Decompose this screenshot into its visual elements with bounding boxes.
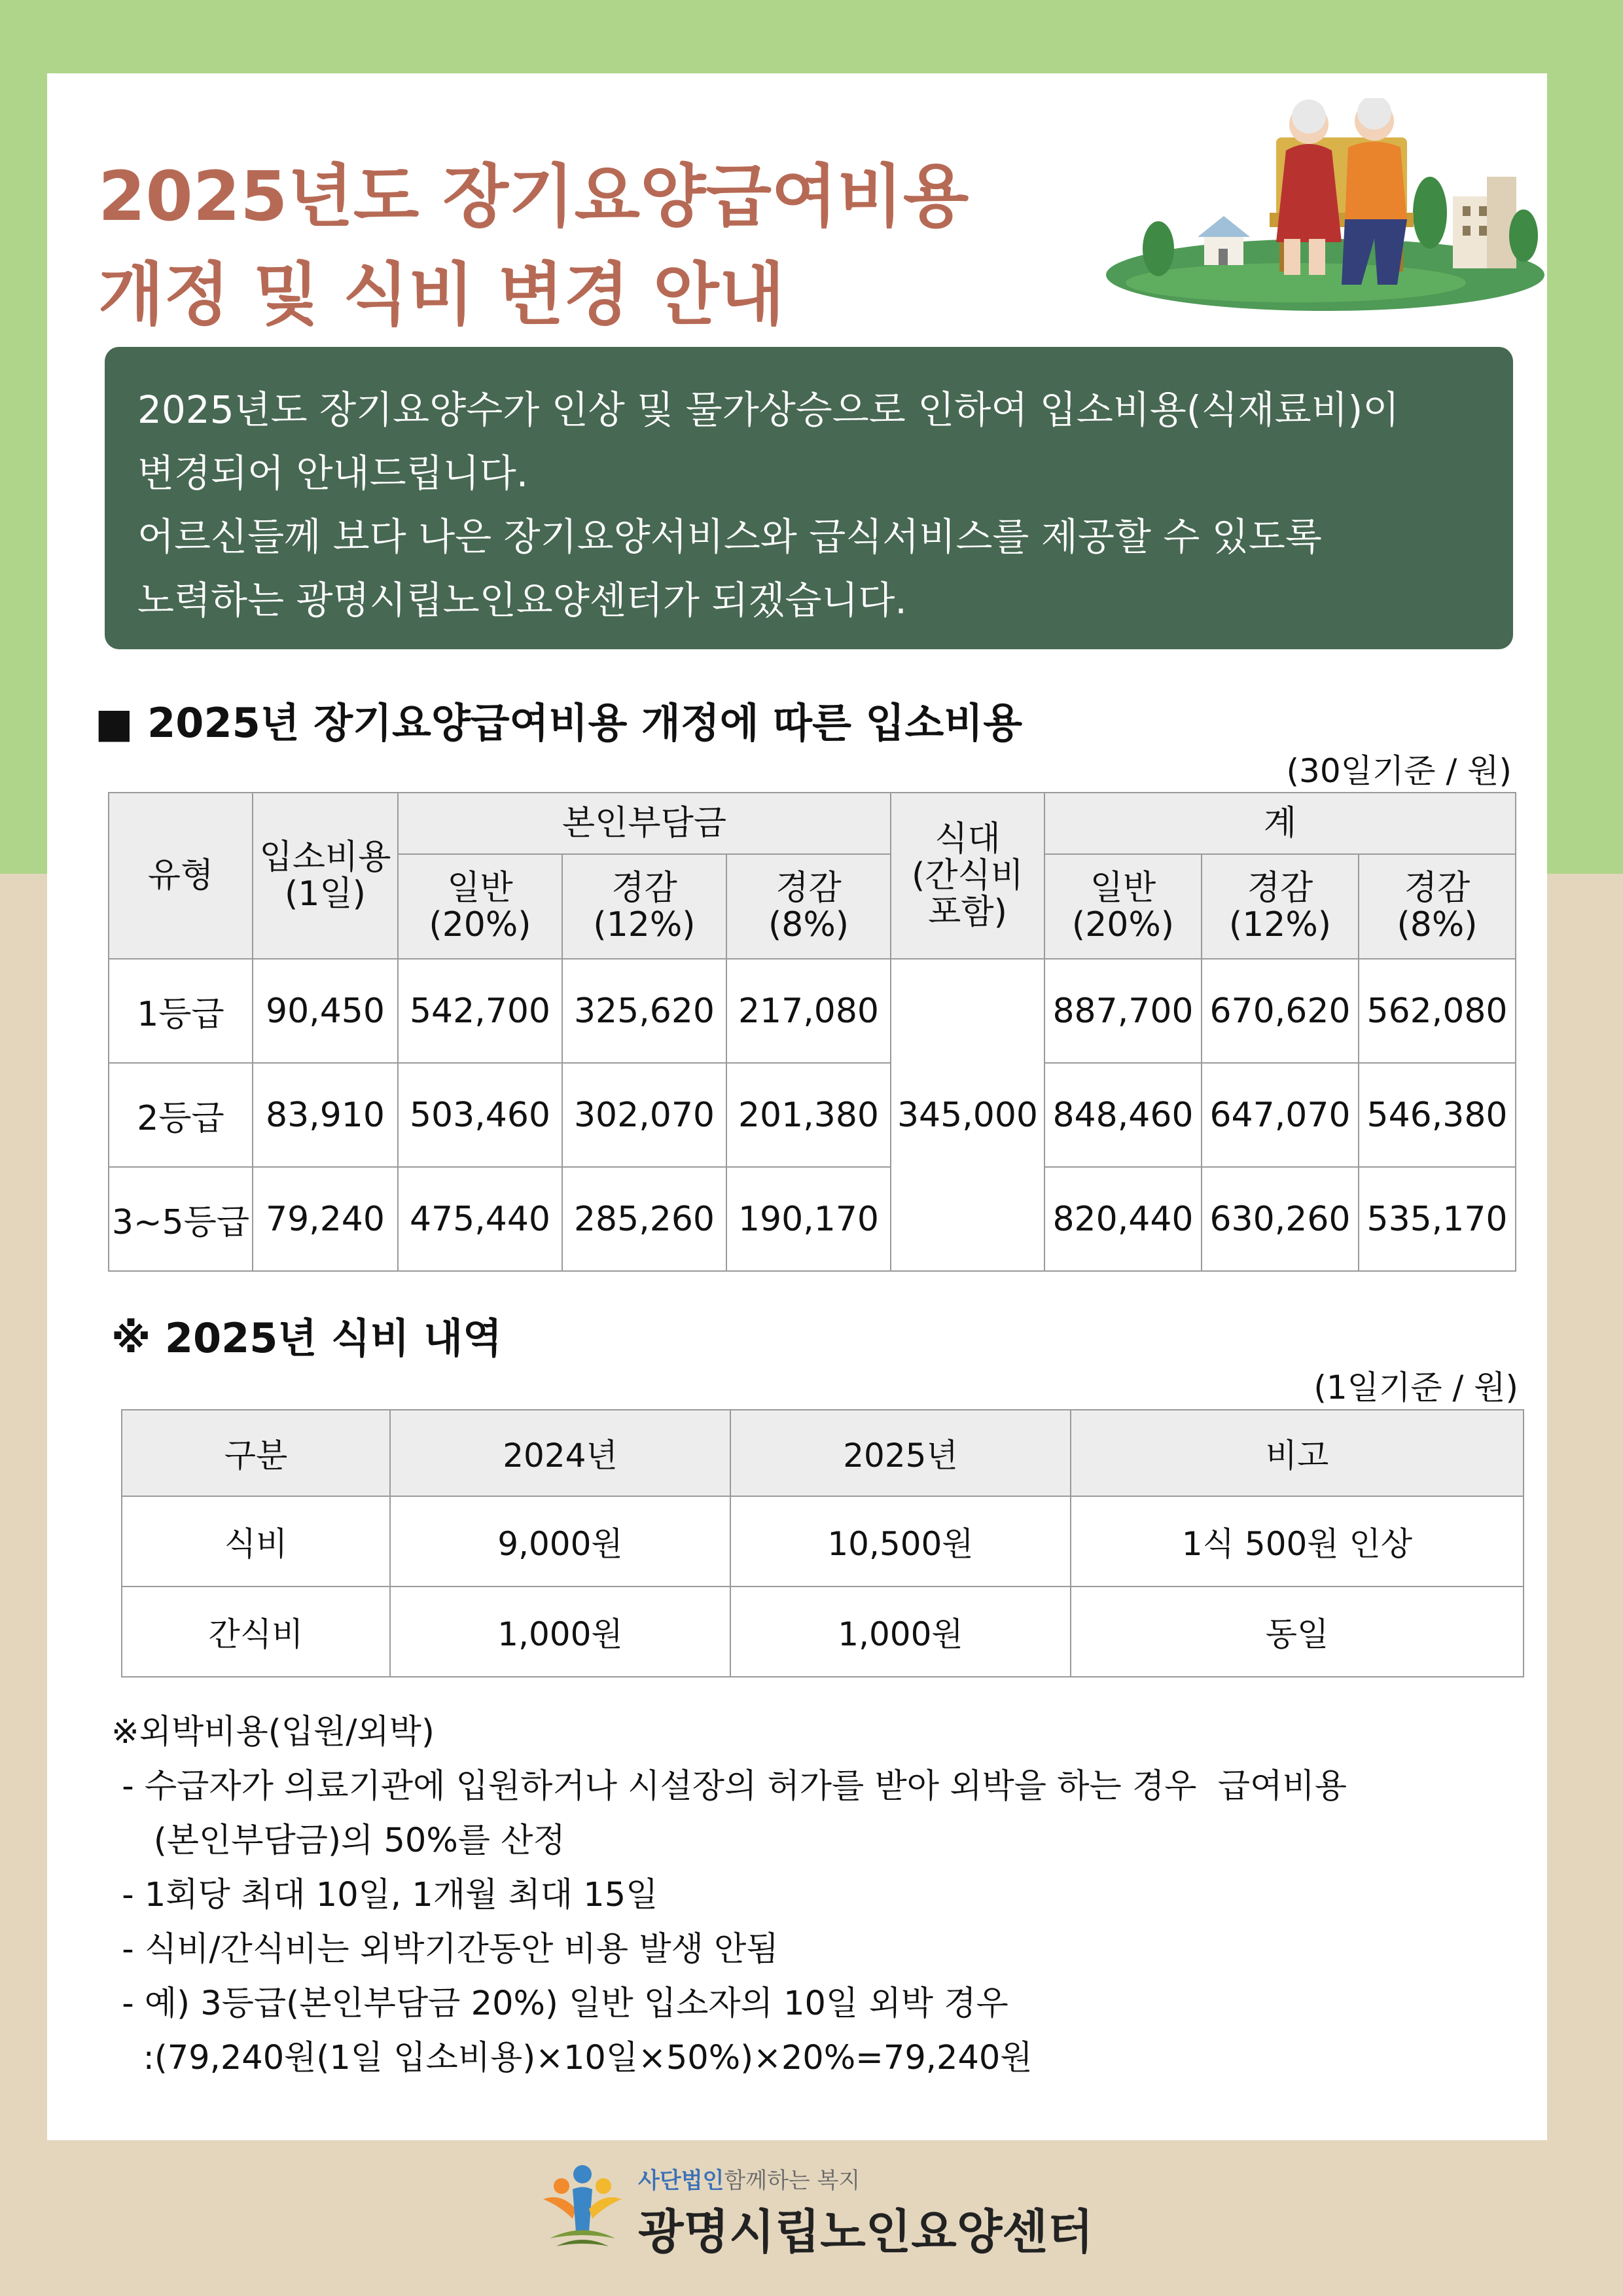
header-meal-line: (간식비 [912,856,1024,895]
cell-copay-12: 285,260 [562,1167,726,1271]
meal-cost-table [121,1409,1524,1677]
intro-line: 변경되어 안내드립니다. [137,451,529,495]
cell-total-20: 887,700 [1044,959,1202,1063]
cell-2025: 1,000원 [730,1587,1071,1677]
header-category: 구분 [122,1410,390,1496]
header-daily-line: 입소비용 [259,838,391,877]
notes-line: - 수급자가 의료기관에 입원하거나 시설장의 허가를 받아 외박을 하는 경우 급여비용 [111,1767,1347,1806]
cell-copay-8: 190,170 [726,1167,891,1271]
notes-line: - 식비/간식비는 외박기간동안 비용 발생 안됨 [111,1930,779,1969]
cell-total-20: 848,460 [1044,1063,1202,1167]
header-meal-line: 식대 [935,819,1001,859]
header-copay-20 [398,854,562,959]
notes-title: ※외박비용(입원/외박) [111,1713,435,1751]
header-total: 계 [1044,793,1516,854]
cell-category: 식비 [122,1496,390,1587]
cell-copay-12: 325,620 [562,959,726,1063]
cell-grade: 1등급 [109,959,253,1063]
table-row [122,1587,1524,1677]
logo-slogan: 함께하는 복지 [724,2168,861,2194]
cell-copay-8: 201,380 [726,1063,891,1167]
unit-label-1day: (1일기준 / 원) [1313,1369,1518,1407]
header-type: 유형 [109,793,253,959]
intro-line: 어르신들께 보다 나은 장기요양서비스와 급식서비스를 제공할 수 있도록 [137,514,1322,559]
subheader-line: (20%) [429,905,531,944]
intro-line: 노력하는 광명시립노인요양센터가 되겠습니다. [137,578,907,622]
table-row [122,1496,1524,1587]
header-meal-line: 포함) [928,893,1007,932]
header-daily-line: (1일) [285,874,366,914]
cell-remark: 1식 500원 인상 [1071,1496,1524,1587]
center-logo [537,2160,1099,2265]
logo-subtitle [638,2162,860,2195]
cell-copay-12: 302,070 [562,1063,726,1167]
cell-2024: 1,000원 [390,1587,730,1677]
subheader-line: 경감 [776,869,842,908]
header-copay-8 [726,854,891,959]
cell-copay-20: 475,440 [398,1167,562,1271]
table-row [109,1063,1516,1167]
subheader-line: (12%) [1228,905,1332,944]
notes-line: :(79,240원(1일 입소비용)×10일×50%)×20%=79,240원 [111,2039,1033,2077]
cell-total-20: 820,440 [1044,1167,1202,1271]
subheader-line: (8%) [768,905,849,944]
notes-line: - 예) 3등급(본인부담금 20%) 일반 입소자의 10일 외박 경우 [111,1984,1008,2023]
subheader-line: (20%) [1071,905,1175,944]
logo-center-name: 광명시립노인요양센터 [638,2204,1094,2259]
cell-total-12: 647,070 [1202,1063,1359,1167]
logo-org-type: 사단법인 [638,2168,724,2194]
header-2025: 2025년 [730,1410,1071,1496]
section-heading-admission-cost: ■ 2025년 장기요양급여비용 개정에 따른 입소비용 [95,699,1023,747]
cell-category: 간식비 [122,1587,390,1677]
cell-meal: 345,000 [891,959,1044,1271]
elderly-couple-illustration [1099,98,1551,314]
table-row [109,959,1516,1063]
notes-line: - 1회당 최대 10일, 1개월 최대 15일 [111,1876,658,1914]
header-total-12 [1202,854,1359,959]
cell-total-8: 562,080 [1359,959,1516,1063]
section-heading-meal-cost: ※ 2025년 식비 내역 [111,1314,503,1362]
subheader-line: 경감 [1247,869,1313,908]
people-logo-icon [537,2160,628,2258]
header-meal [891,793,1044,959]
intro-box [105,347,1513,649]
unit-label-30day: (30일기준 / 원) [1286,752,1512,790]
cell-2025: 10,500원 [730,1496,1071,1587]
header-daily-cost [253,793,398,959]
subheader-line: 경감 [1404,869,1471,908]
subheader-line: 일반 [1090,869,1156,908]
cell-2024: 9,000원 [390,1496,730,1587]
header-copay: 본인부담금 [398,793,891,854]
cell-total-12: 670,620 [1202,959,1359,1063]
cell-daily: 90,450 [253,959,398,1063]
cell-grade: 2등급 [109,1063,253,1167]
header-total-8 [1359,854,1516,959]
cell-daily: 83,910 [253,1063,398,1167]
header-remark: 비고 [1071,1410,1524,1496]
admission-cost-table [108,792,1516,1272]
cell-daily: 79,240 [253,1167,398,1271]
cell-copay-20: 542,700 [398,959,562,1063]
cell-total-12: 630,260 [1202,1167,1359,1271]
table-row [109,1167,1516,1271]
subheader-line: 경감 [611,869,677,908]
title-line-1: 2025년도 장기요양급여비용 [98,156,969,236]
subheader-line: (8%) [1397,905,1478,944]
intro-line: 2025년도 장기요양수가 인상 및 물가상승으로 인하여 입소비용(식재료비)이 [137,387,1400,432]
header-copay-12 [562,854,726,959]
cell-grade: 3~5등급 [109,1167,253,1271]
header-2024: 2024년 [390,1410,730,1496]
notes-line: (본인부담금)의 50%를 산정 [111,1821,565,1860]
cell-total-8: 546,380 [1359,1063,1516,1167]
cell-copay-8: 217,080 [726,959,891,1063]
cell-total-8: 535,170 [1359,1167,1516,1271]
header-total-20 [1044,854,1202,959]
overnight-notes [111,1705,1347,2085]
cell-copay-20: 503,460 [398,1063,562,1167]
page-title [98,147,969,344]
subheader-line: (12%) [593,905,696,944]
subheader-line: 일반 [447,869,513,908]
title-line-2: 개정 및 식비 변경 안내 [98,255,785,334]
cell-remark: 동일 [1071,1587,1524,1677]
